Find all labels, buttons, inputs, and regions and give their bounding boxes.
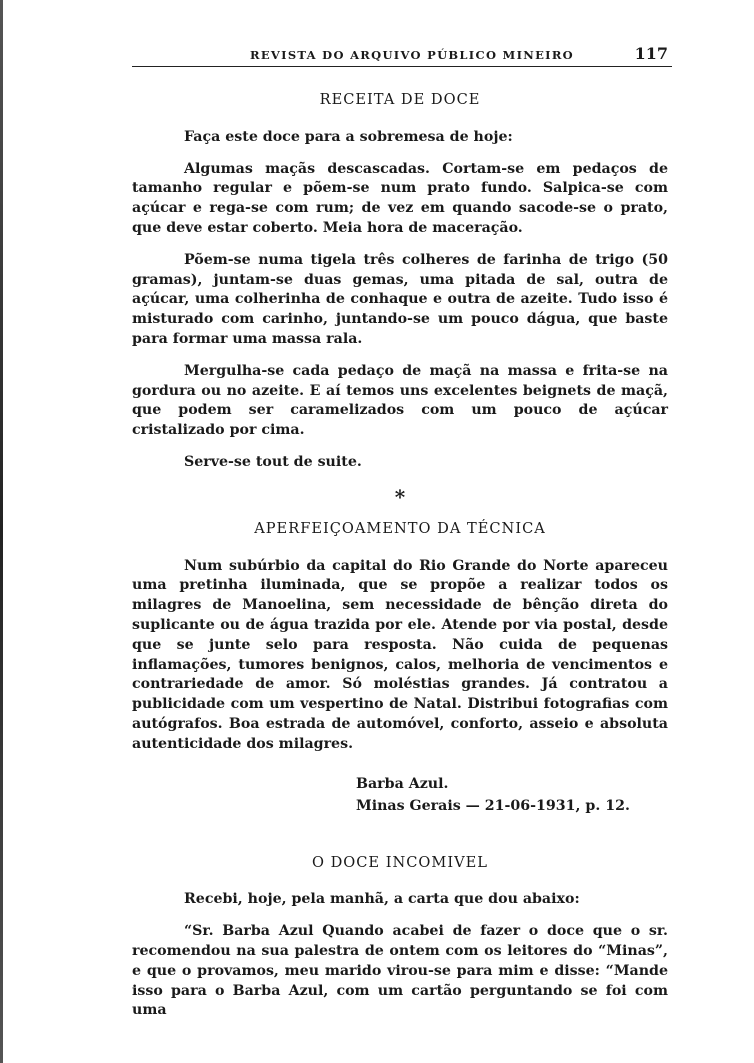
- paragraph: Serve-se tout de suite.: [184, 453, 362, 470]
- paragraph: “Sr. Barba Azul Quando acabei de fazer o doce que o sr. recomendou na sua palestra de ontem com os leitores do “Minas”, e que o provamos, meu marido virou-se para mim e disse: “Mande isso para o Barba Azul, com um cartão perguntando se foi com uma: [132, 923, 668, 1019]
- paragraph: Algumas maçãs descascadas. Cortam-se em pedaços de tamanho regular e põem-se num prato fundo. Salpica-se com açúcar e rega-se com rum; de vez em quando sacode-se o prato, que deve estar coberto. Meia hora de maceração.: [132, 160, 668, 236]
- section-title-doce-incomivel: O DOCE INCOMIVEL: [312, 853, 488, 871]
- paragraph: Faça este doce para a sobremesa de hoje:: [184, 128, 513, 145]
- page-edge-shadow: [0, 0, 3, 1063]
- running-title: REVISTA DO ARQUIVO PÚBLICO MINEIRO: [250, 48, 575, 62]
- section-separator: *: [394, 484, 406, 509]
- section-title-receita: RECEITA DE DOCE: [319, 91, 481, 108]
- signature-block: [132, 773, 668, 817]
- paragraph: Recebi, hoje, pela manhã, a carta que dou abaixo:: [184, 891, 580, 908]
- paragraph: Mergulha-se cada pedaço de maçã na massa e frita-se na gordura ou no azeite. E aí temos uns excelentes beignets de maçã, que podem ser caramelizados com um pouco de açúcar cristalizado por cima.: [132, 362, 668, 439]
- signature-author: Barba Azul.: [356, 775, 449, 792]
- section-title-aperfeicoamento: APERFEIÇOAMENTO DA TÉCNICA: [254, 519, 546, 537]
- page-number: 117: [634, 44, 668, 63]
- running-header: [132, 44, 672, 67]
- paragraph: Põem-se numa tigela três colheres de farinha de trigo (50 gramas), juntam-se duas gemas, uma pitada de sal, outra de açúcar, uma colherinha de conhaque e outra de azeite. Tudo isso é misturado com carinho, juntando-se um pouco dágua, que baste para formar uma massa rala.: [132, 251, 668, 347]
- article-body: [132, 90, 668, 1021]
- paragraph: Num subúrbio da capital do Rio Grande do Norte apareceu uma pretinha iluminada, que se propõe a realizar todos os milagres de Manoelina, sem necessidade de bênção direta do suplicante ou de água trazida por ele. Atende por via postal, desde que se junte selo para resposta. Não cuida de pequenas inflamações, tumores benignos, calos, melhoria de vencimentos e contrariedade de amor. Só moléstias grandes. Já contratou a publicidade com um vespertino de Natal. Distribui fotografias com autógrafos. Boa estrada de automóvel, conforto, asseio e absoluta autenticidade dos milagres.: [132, 557, 668, 752]
- signature-source: Minas Gerais — 21-06-1931, p. 12.: [356, 797, 630, 814]
